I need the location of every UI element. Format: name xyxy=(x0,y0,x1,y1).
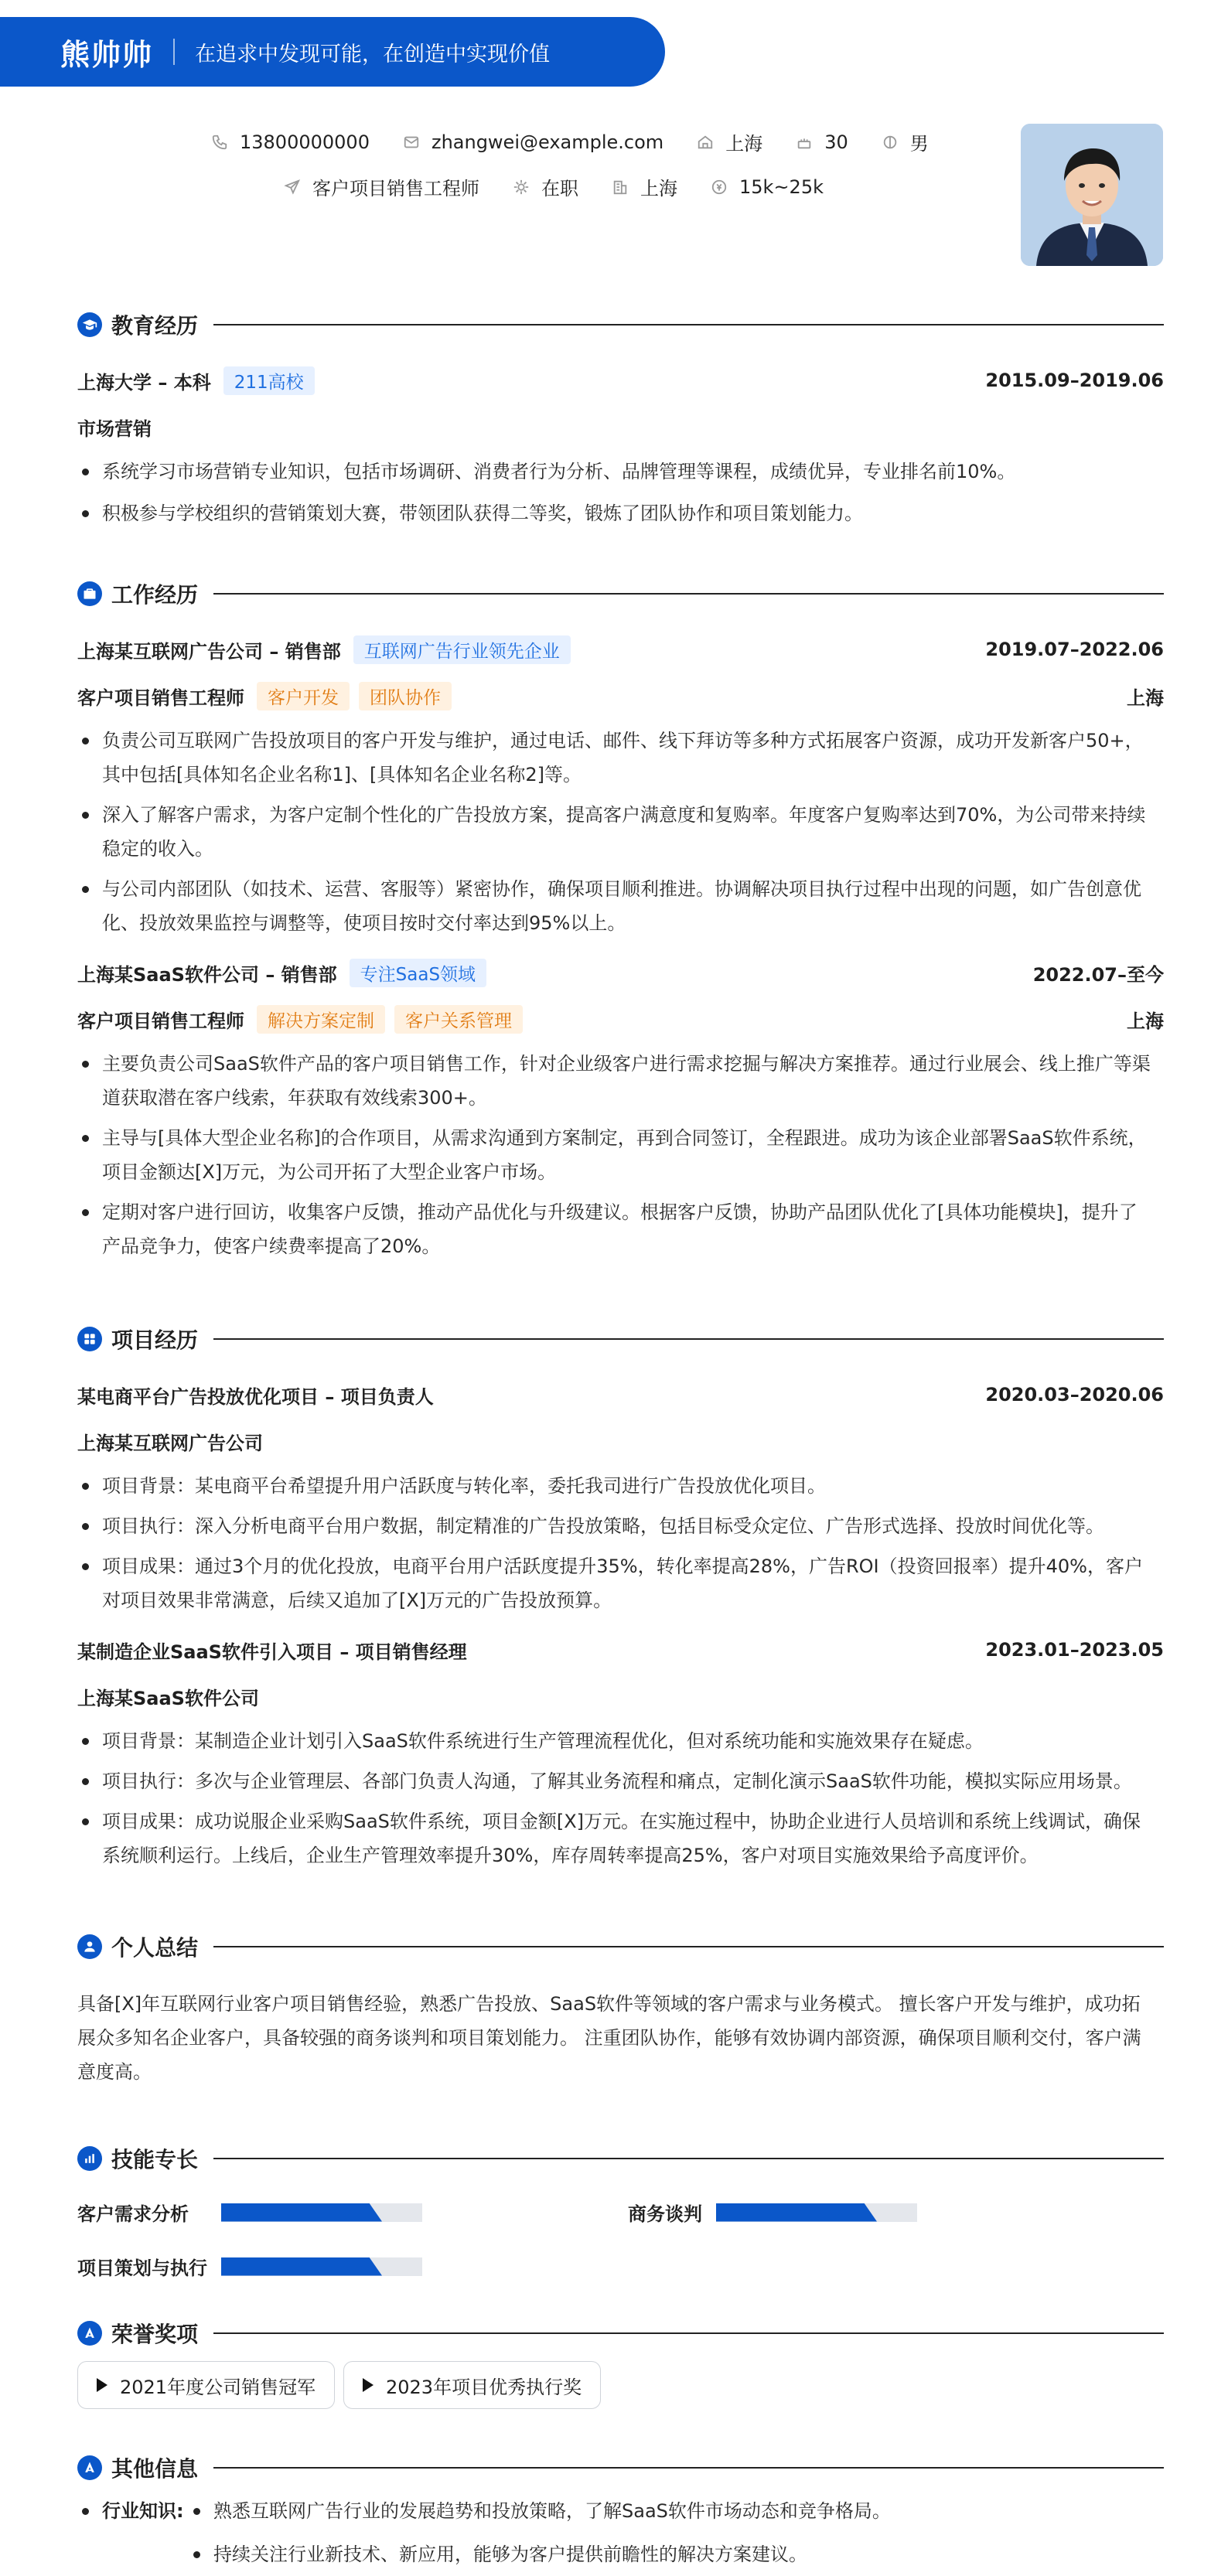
honor-item xyxy=(77,2361,335,2409)
home-icon xyxy=(696,133,715,152)
section-title: 其他信息 xyxy=(111,2456,199,2482)
section-divider xyxy=(213,2467,1164,2469)
project-entry xyxy=(77,1379,1164,1617)
hometown-item xyxy=(696,128,762,155)
briefcase-icon xyxy=(77,581,102,606)
major-row xyxy=(77,411,1164,442)
summary-section xyxy=(77,1930,1164,2089)
job-bullets xyxy=(77,1047,1164,1263)
work-section xyxy=(77,577,1164,1263)
section-title: 个人总结 xyxy=(111,1935,199,1961)
section-header xyxy=(77,1930,1164,1964)
user-icon xyxy=(77,1934,102,1959)
honors-section xyxy=(77,2316,1164,2350)
section-header xyxy=(77,577,1164,611)
project-org-row xyxy=(77,1426,1164,1457)
job-role: 客户项目销售工程师 xyxy=(77,1010,244,1032)
project-header xyxy=(77,1379,1164,1410)
major-name: 市场营销 xyxy=(77,417,152,440)
grid-icon xyxy=(77,1327,102,1351)
send-icon xyxy=(283,178,302,196)
skill-item xyxy=(77,2253,422,2280)
phone-item xyxy=(210,131,370,153)
education-section xyxy=(77,308,1164,530)
age-text: 30 xyxy=(824,131,848,153)
job-header xyxy=(77,634,1164,665)
list-item: 与公司内部团队（如技术、运营、客服等）紧密协作，确保项目顺利推进。协调解决项目执行过程中出现的问题，如广告创意优 化、投放效果监控与调整等，使项目按时交付率达到95%以上。 xyxy=(77,872,1164,940)
skill-tag: 团队协作 xyxy=(359,682,452,710)
project-bullets xyxy=(77,1724,1164,1872)
other-label: 行业知识: xyxy=(77,2494,189,2571)
job-intent-row xyxy=(283,173,856,200)
gender-icon xyxy=(881,133,899,152)
skill-tag: 解决方案定制 xyxy=(257,1005,385,1034)
section-divider xyxy=(213,1338,1164,1340)
job-entry xyxy=(77,634,1164,940)
education-period: 2015.09–2019.06 xyxy=(985,370,1164,391)
section-divider xyxy=(213,1946,1164,1947)
other-section xyxy=(77,2451,1164,2485)
project-org: 上海某互联网广告公司 xyxy=(77,1432,263,1454)
section-title: 项目经历 xyxy=(111,1327,199,1353)
company-tag: 互联网广告行业领先企业 xyxy=(353,635,571,664)
list-item: 深入了解客户需求，为客户定制个性化的广告投放方案，提高客户满意度和复购率。年度客户复购率达到70%，为公司带来持续 稳定的收入。 xyxy=(77,798,1164,866)
section-title: 荣誉奖项 xyxy=(111,2322,199,2347)
list-item: 项目执行：多次与企业管理层、各部门负责人沟通，了解其业务流程和痛点，定制化演示SaaS软件功能，模拟实际应用场景。 xyxy=(77,1764,1164,1798)
position-item xyxy=(283,173,479,200)
project-period: 2023.01–2023.05 xyxy=(985,1639,1164,1661)
section-title: 工作经历 xyxy=(111,582,199,608)
hometown-text: 上海 xyxy=(725,133,763,155)
award-icon xyxy=(77,2321,102,2346)
projects-section xyxy=(77,1322,1164,1872)
project-org: 上海某SaaS软件公司 xyxy=(77,1687,259,1709)
gender-item xyxy=(881,128,929,155)
status-icon xyxy=(512,178,530,196)
status-text: 在职 xyxy=(541,178,578,199)
other-info-row xyxy=(77,2494,891,2571)
section-header xyxy=(77,2142,1164,2176)
info-icon xyxy=(77,2455,102,2480)
skill-level-bar xyxy=(716,2203,917,2222)
header-divider xyxy=(173,39,175,65)
city-item xyxy=(611,173,677,200)
project-name: 某电商平台广告投放优化项目 – 项目负责人 xyxy=(77,1385,434,1408)
section-header xyxy=(77,2316,1164,2350)
school-tag: 211高校 xyxy=(223,366,315,395)
candidate-motto: 在追求中发现可能，在创造中实现价值 xyxy=(195,42,551,66)
email-item xyxy=(402,131,663,153)
skills-section xyxy=(77,2142,1164,2176)
skill-name: 商务谈判 xyxy=(628,2203,702,2225)
skill-level-bar xyxy=(221,2257,422,2276)
list-item: 项目执行：深入分析电商平台用户数据，制定精准的广告投放策略，包括目标受众定位、广告形式选择、投放时间优化等。 xyxy=(77,1509,1164,1543)
education-entry-header xyxy=(77,365,1164,396)
section-divider xyxy=(213,324,1164,325)
job-entry xyxy=(77,957,1164,1263)
section-title: 技能专长 xyxy=(111,2147,199,2172)
job-role-row xyxy=(77,1003,1164,1034)
skill-tag: 客户开发 xyxy=(257,682,350,710)
contact-row xyxy=(210,128,961,155)
list-item: 项目背景：某电商平台希望提升用户活跃度与转化率，委托我司进行广告投放优化项目。 xyxy=(77,1469,1164,1503)
job-header xyxy=(77,957,1164,988)
project-bullets xyxy=(77,1469,1164,1617)
salary-text: 15k~25k xyxy=(739,175,824,198)
list-item: 积极参与学校组织的营销策划大赛，带领团队获得二等奖，锻炼了团队协作和项目策划能力。 xyxy=(77,496,1164,530)
list-item: 负责公司互联网广告投放项目的客户开发与维护，通过电话、邮件、线下拜访等多种方式拓展客户资源，成功开发新客户50+， 其中包括[具体知名企业名称1]、[具体知名企业名称2]等。 xyxy=(77,724,1164,792)
skill-name: 项目策划与执行 xyxy=(77,2257,207,2279)
honor-text: 2023年项目优秀执行奖 xyxy=(386,2376,582,2398)
email-text: zhangwei@example.com xyxy=(431,131,664,153)
graduation-cap-icon xyxy=(77,312,102,337)
list-item: 项目背景：某制造企业计划引入SaaS软件系统进行生产管理流程优化，但对系统功能和实施效果存在疑虑。 xyxy=(77,1724,1164,1758)
project-header xyxy=(77,1634,1164,1665)
project-name: 某制造企业SaaS软件引入项目 – 项目销售经理 xyxy=(77,1641,467,1663)
skill-name: 客户需求分析 xyxy=(77,2203,189,2225)
phone-text: 13800000000 xyxy=(240,131,370,153)
list-item: 项目成果：通过3个月的优化投放，电商平台用户活跃度提升35%，转化率提高28%，广告ROI（投资回报率）提升40%，客户 对项目效果非常满意，后续又追加了[X]万元的广告投放预算。 xyxy=(77,1549,1164,1617)
list-item: 主导与[具体大型企业名称]的合作项目，从需求沟通到方案制定，再到合同签订，全程跟进。成功为该企业部署SaaS软件系统， 项目金额达[X]万元，为公司开拓了大型企业客户市场。 xyxy=(77,1121,1164,1189)
list-item: 系统学习市场营销专业知识，包括市场调研、消费者行为分析、品牌管理等课程，成绩优异，专业排名前10%。 xyxy=(77,455,1164,489)
project-entry xyxy=(77,1634,1164,1872)
honor-text: 2021年度公司销售冠军 xyxy=(120,2376,316,2398)
school-name: 上海大学 – 本科 xyxy=(77,371,211,394)
coin-icon xyxy=(710,178,728,196)
city-text: 上海 xyxy=(640,178,677,199)
job-period: 2022.07–至今 xyxy=(1032,963,1164,986)
job-period: 2019.07–2022.06 xyxy=(985,639,1164,660)
phone-icon xyxy=(210,133,229,152)
job-location: 上海 xyxy=(1127,687,1164,709)
age-item xyxy=(795,131,848,153)
education-bullets xyxy=(77,455,1164,530)
salary-item xyxy=(710,176,824,198)
section-divider xyxy=(213,593,1164,595)
section-divider xyxy=(213,2332,1164,2334)
company-tag: 专注SaaS领域 xyxy=(350,959,486,987)
skill-item xyxy=(628,2199,917,2226)
chart-icon xyxy=(77,2146,102,2171)
building-icon xyxy=(611,178,629,196)
section-header xyxy=(77,1322,1164,1356)
company-name: 上海某SaaS软件公司 – 销售部 xyxy=(77,963,337,986)
skill-item xyxy=(77,2199,422,2226)
header-banner xyxy=(0,17,665,87)
project-org-row xyxy=(77,1681,1164,1712)
list-item: 持续关注行业新技术、新应用，能够为客户提供前瞻性的解决方案建议。 xyxy=(189,2537,891,2571)
mail-icon xyxy=(402,133,421,152)
play-icon xyxy=(363,2378,374,2392)
status-item xyxy=(512,173,578,200)
company-name: 上海某互联网广告公司 – 销售部 xyxy=(77,640,341,663)
avatar xyxy=(1021,124,1163,266)
skill-tag: 客户关系管理 xyxy=(394,1005,523,1034)
list-item: 定期对客户进行回访，收集客户反馈，推动产品优化与升级建议。根据客户反馈，协助产品团队优化了[具体功能模块]，提升了 产品竞争力，使客户续费率提高了20%。 xyxy=(77,1195,1164,1263)
section-header xyxy=(77,2451,1164,2485)
candidate-name: 熊帅帅 xyxy=(60,37,154,72)
list-item: 熟悉互联网广告行业的发展趋势和投放策略，了解SaaS软件市场动态和竞争格局。 xyxy=(189,2494,891,2528)
section-divider xyxy=(213,2158,1164,2159)
job-location: 上海 xyxy=(1127,1010,1164,1032)
gender-text: 男 xyxy=(909,133,929,155)
position-text: 客户项目销售工程师 xyxy=(312,178,479,199)
honor-item xyxy=(343,2361,601,2409)
list-item: 项目成果：成功说服企业采购SaaS软件系统，项目金额[X]万元。在实施过程中，协助企业进行人员培训和系统上线调试，确保 系统顺利运行。上线后，企业生产管理效率提升30%，库存周转率提高25%，客户对项目实施效果给予高度评价。 xyxy=(77,1804,1164,1872)
play-icon xyxy=(97,2378,107,2392)
list-item: 主要负责公司SaaS软件产品的客户项目销售工作，针对企业级客户进行需求挖掘与解决方案推荐。通过行业展会、线上推广等渠 道获取潜在客户线索，年获取有效线索300+。 xyxy=(77,1047,1164,1115)
job-role: 客户项目销售工程师 xyxy=(77,687,244,709)
job-bullets xyxy=(77,724,1164,940)
project-period: 2020.03–2020.06 xyxy=(985,1384,1164,1406)
summary-text: 具备[X]年互联网行业客户项目销售经验，熟悉广告投放、SaaS软件等领域的客户需求与业务模式。 擅长客户开发与维护，成功拓 展众多知名企业客户，具备较强的商务谈判和项目策划能力。 注重团队协作，能够有效协调内部资源，确保项目顺利交付，客户满 意度高。 xyxy=(77,1993,1141,2083)
section-header xyxy=(77,308,1164,342)
section-title: 教育经历 xyxy=(111,313,199,339)
job-role-row xyxy=(77,680,1164,711)
skill-level-bar xyxy=(221,2203,422,2222)
cake-icon xyxy=(795,133,814,152)
